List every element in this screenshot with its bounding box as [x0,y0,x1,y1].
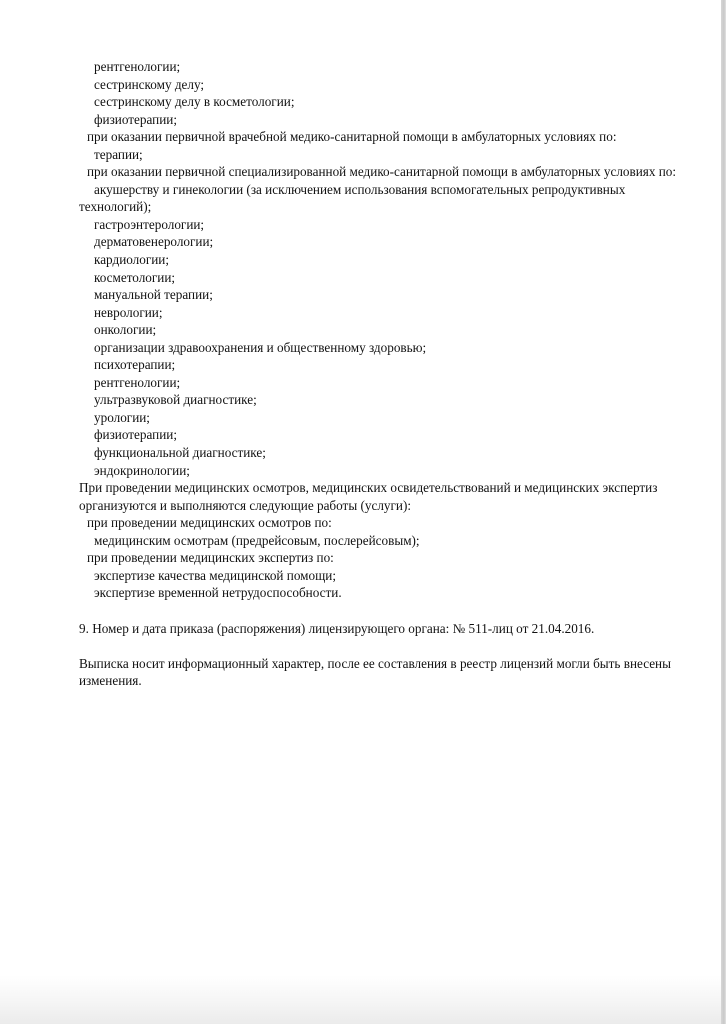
page-edge-scrollbar [721,0,726,1024]
list-item: онкологии; [94,322,157,338]
list-item: медицинским осмотрам (предрейсовым, послерейсовым); [94,532,420,548]
list-item: урологии; [94,409,150,425]
list-item: физиотерапии; [94,111,178,127]
list-item: экспертизе временной нетрудоспособности. [94,585,342,601]
list-item: рентгенологии; [94,59,181,74]
list-item: акушерству и гинекологии (за исключением использования вспомогательных репродуктивных технологий); [79,181,626,215]
document-content [79,58,689,690]
list-item: сестринскому делу; [94,76,205,92]
paragraph: При проведении медицинских осмотров, медицинских освидетельствований и медицинских экспертиз организуются и выполняются следующие работы (услуги): [79,480,658,513]
list-item: психотерапии; [94,357,176,373]
list-item: организации здравоохранения и общественному здоровью; [94,339,427,355]
list-item: ультразвуковой диагностике; [94,392,257,408]
list-item: терапии; [94,146,143,162]
disclaimer-paragraph: Выписка носит информационный характер, после ее составления в реестр лицензий могли быть внесены изменения. [79,655,671,689]
list-item: экспертизе качества медицинской помощи; [94,567,336,583]
list-item: косметологии; [94,269,176,285]
services-list [79,58,689,602]
section-heading: при оказании первичной специализированной медико-санитарной помощи в амбулаторных условиях по: [87,164,677,180]
list-item: неврологии; [94,304,163,320]
list-item: гастроэнтерологии; [94,216,205,232]
list-item: функциональной диагностике; [94,445,266,461]
list-item: эндокринологии; [94,462,190,478]
section-heading: при проведении медицинских осмотров по: [87,515,332,531]
list-item: физиотерапии; [94,427,178,443]
list-item: сестринскому делу в косметологии; [94,94,295,110]
list-item: мануальной терапии; [94,287,213,303]
spacer [79,602,689,620]
section-heading: при проведении медицинских экспертиз по: [87,550,334,566]
section-heading: при оказании первичной врачебной медико-санитарной помощи в амбулаторных условиях по: [87,129,617,145]
order-number-line: 9. Номер и дата приказа (распоряжения) лицензирующего органа: № 511-лиц от 21.04.2016. [79,620,595,636]
spacer [79,637,689,655]
list-item: рентгенологии; [94,374,181,390]
list-item: дерматовенерологии; [94,234,214,250]
list-item: кардиологии; [94,252,170,268]
